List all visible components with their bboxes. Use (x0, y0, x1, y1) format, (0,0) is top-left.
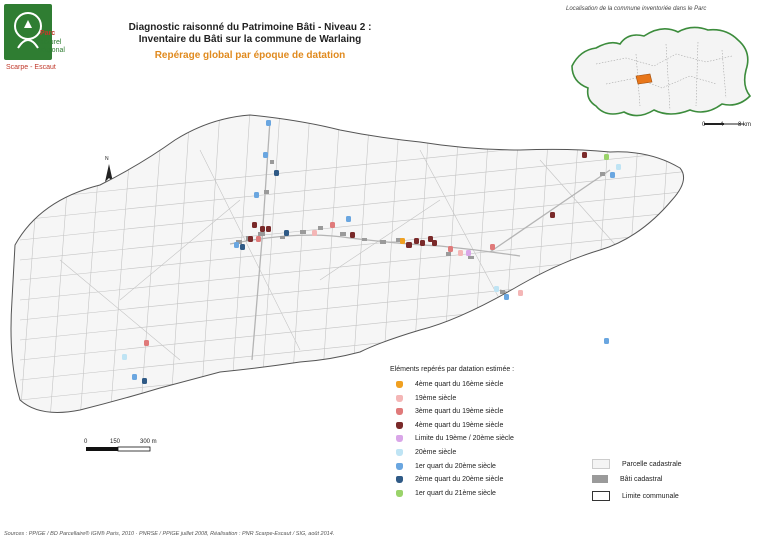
inset-scale-4: 4 (720, 122, 724, 128)
legend-label: 19ème siècle (415, 394, 457, 402)
legend-title: Eléments repérés par datation estimée : (390, 366, 515, 373)
logo-line1: Parc (40, 30, 56, 37)
scale-label-0: 0 (84, 439, 88, 445)
north-label: N (105, 156, 109, 162)
scale-label-300: 300 m (140, 439, 157, 445)
logo-foot: Scarpe - Escaut (6, 64, 56, 71)
legend-item (396, 476, 503, 483)
legend-swatch (396, 463, 403, 470)
legend-building-label: Bâti cadastral (620, 475, 663, 483)
legend-boundary-label: Limite communale (622, 492, 679, 500)
legend-item (396, 408, 503, 415)
legend-item (396, 490, 496, 497)
legend-swatch (396, 422, 403, 429)
scale-bar (86, 447, 150, 451)
legend-label: 1er quart du 20ème siècle (415, 462, 496, 470)
inset-scale-8: 8 km (738, 122, 752, 128)
legend-label: 1er quart du 21ème siècle (415, 489, 496, 497)
legend-swatch (396, 449, 403, 456)
legend-parcel-label: Parcelle cadastrale (622, 460, 682, 468)
legend-swatch (396, 395, 403, 402)
map-subtitle: Repérage global par époque de datation (154, 50, 346, 61)
logo-line2: naturel (40, 39, 62, 46)
legend-label: 4ème quart du 19ème siècle (415, 421, 504, 429)
inset-scale-0: 0 (702, 122, 706, 128)
legend-swatch (396, 381, 403, 388)
legend-label: 20ème siècle (415, 449, 457, 456)
legend-swatch (396, 490, 403, 497)
parcel-swatch (592, 459, 610, 469)
title-line2: Inventaire du Bâti sur la commune de Warlaing (138, 34, 362, 45)
legend-swatch (396, 408, 403, 415)
commune-area (11, 115, 684, 412)
scale-label-150: 150 (110, 439, 121, 445)
legend-building (592, 475, 662, 483)
legend-swatch (396, 476, 403, 483)
legend-label: 3ème quart du 19ème siècle (415, 408, 504, 416)
legend-label: Limite du 19ème / 20ème siècle (415, 435, 514, 443)
legend-boundary (592, 491, 679, 501)
boundary-swatch (592, 491, 610, 501)
legend-item (396, 463, 496, 470)
legend-item (396, 435, 514, 442)
legend-item (396, 381, 503, 388)
legend-item (396, 395, 456, 402)
legend-label: 4ème quart du 16ème siècle (415, 381, 504, 388)
title-line1: Diagnostic raisonné du Patrimoine Bâti - Niveau 2 : (128, 22, 372, 33)
sources-credit: Sources : PPIGE / BD Parcellaire® IGN® Paris, 2010 · PNRSE / PPIGE juillet 2008, Réalisation : PNR Scarpe-Escaut / SIG, août 2014. (4, 531, 335, 537)
building-swatch (592, 475, 608, 483)
legend-swatch (396, 435, 403, 442)
legend-label: 2ème quart du 20ème siècle (415, 476, 504, 484)
legend-parcel (592, 459, 682, 469)
legend-item (396, 449, 456, 456)
inset-caption: Localisation de la commune inventoriée dans le Parc (566, 6, 707, 12)
logo-line3: régional (40, 47, 65, 54)
legend-item (396, 422, 503, 429)
